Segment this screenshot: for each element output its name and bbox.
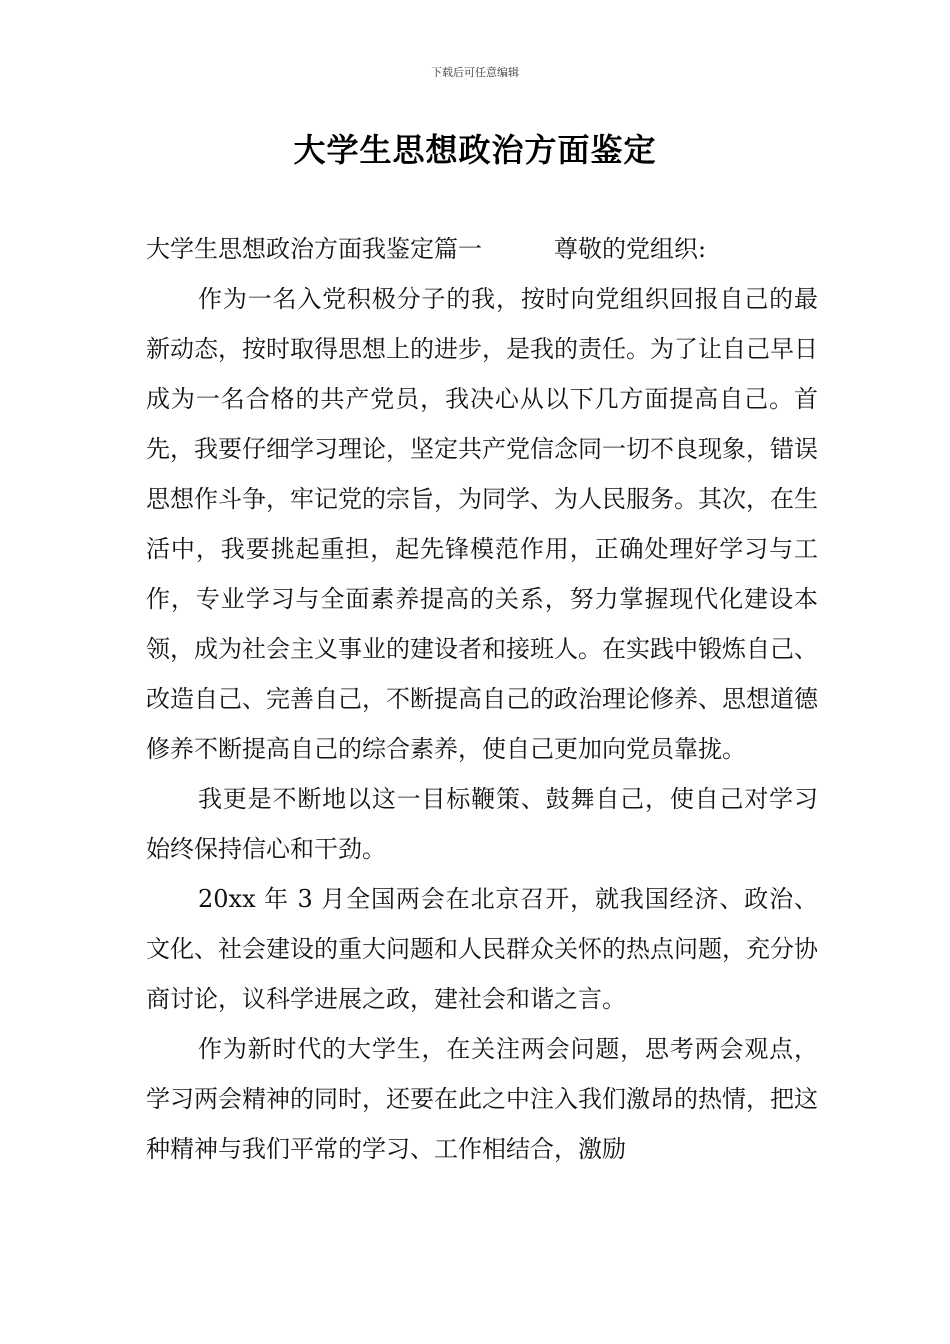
intro-heading: 大学生思想政治方面我鉴定篇一 — [146, 235, 482, 263]
salutation: 尊敬的党组织: — [554, 235, 707, 263]
document-title: 大学生思想政治方面鉴定 — [293, 131, 657, 169]
paragraph-1: 作为一名入党积极分子的我，按时向党组织回报自己的最新动态，按时取得思想上的进步，是我的责任。为了让自己早日成为一名合格的共产党员，我决心从以下几方面提高自己。首先，我要仔细学习理论，坚定共产党信念同一切不良现象，错误思想作斗争，牢记党的宗旨，为同学、为人民服务。其次，在生活中，我要挑起重担，起先锋模范作用，正确处理好学习与工作，专业学习与全面素养提高的关系，努力掌握现代化建设本领，成为社会主义事业的建设者和接班人。在实践中锻炼自己、改造自己、完善自己，不断提高自己的政治理论修养、思想道德修养不断提高自己的综合素养，使自己更加向党员靠拢。 — [146, 285, 818, 763]
paragraph-3: 20xx 年 3 月全国两会在北京召开，就我国经济、政治、文化、社会建设的重大问题和人民群众关怀的热点问题，充分协商讨论，议科学进展之政，建社会和谐之言。 — [146, 885, 818, 1013]
paragraph-4: 作为新时代的大学生，在关注两会问题，思考两会观点，学习两会精神的同时，还要在此之中注入我们激昂的热情，把这种精神与我们平常的学习、工作相结合，激励 — [146, 1035, 818, 1163]
document-body — [146, 224, 818, 1174]
header-note: 下载后可任意编辑 — [431, 66, 519, 79]
intro-line — [146, 224, 818, 274]
paragraph-2: 我更是不断地以这一目标鞭策、鼓舞自己，使自己对学习始终保持信心和干劲。 — [146, 785, 818, 863]
